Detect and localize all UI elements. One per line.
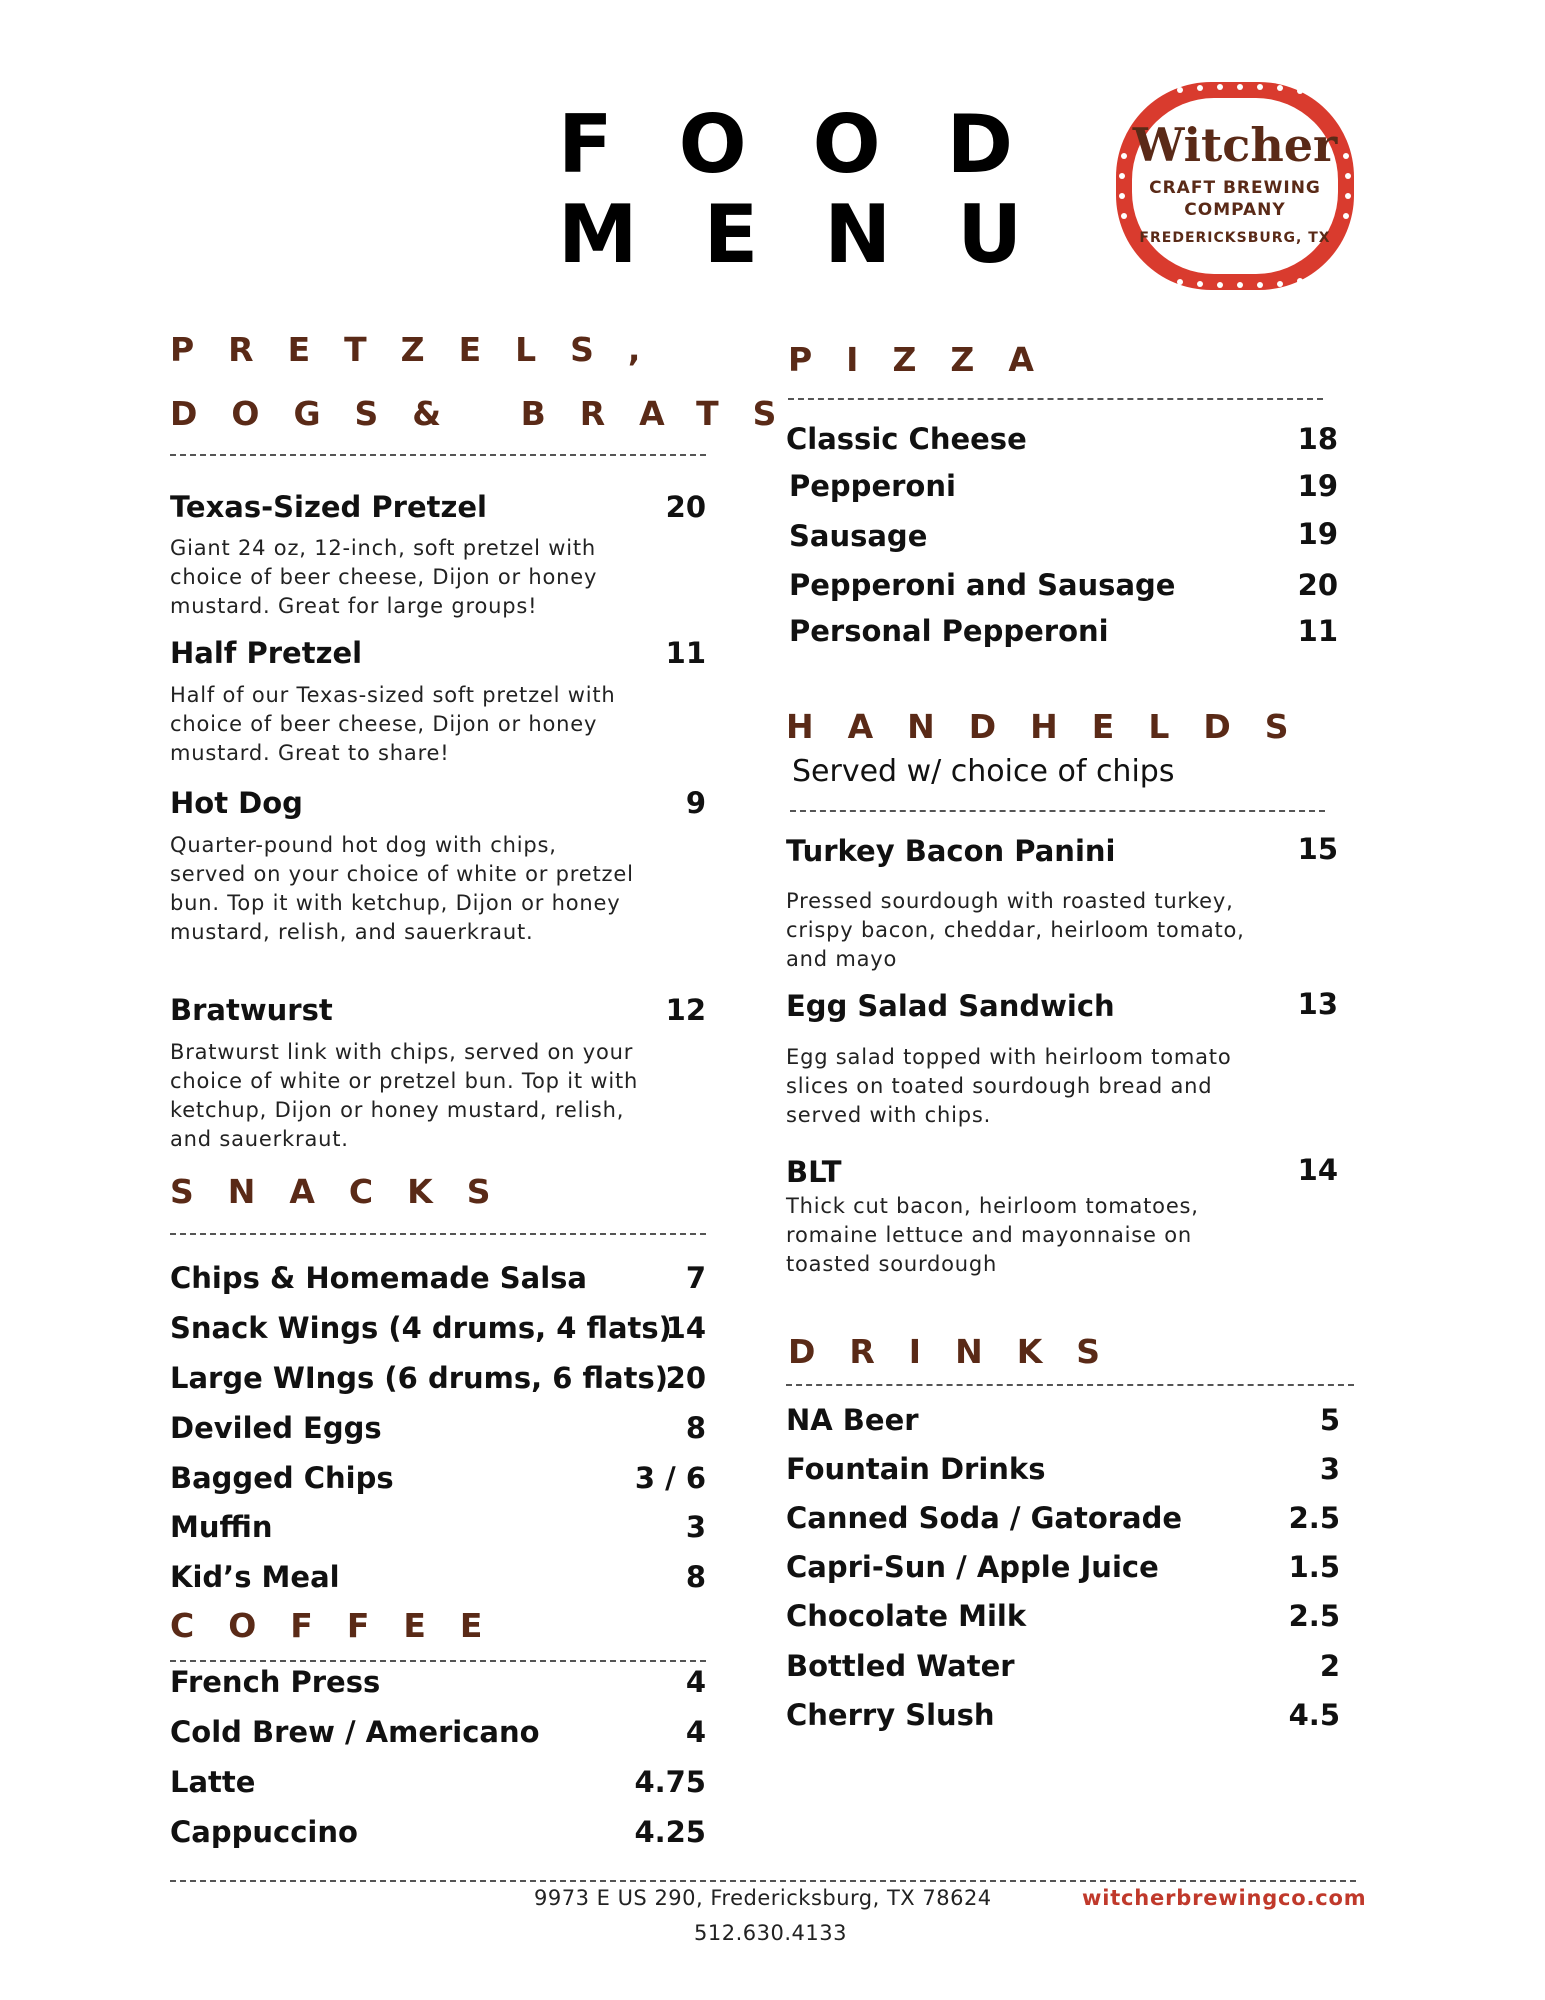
menu-item-price: 4.5	[1288, 1698, 1340, 1732]
menu-item-name: Sausage	[789, 519, 928, 553]
footer-website-link[interactable]: witcherbrewingco.com	[1082, 1886, 1367, 1910]
menu-item-name: Personal Pepperoni	[789, 614, 1109, 648]
menu-item-price: 12	[665, 993, 706, 1027]
menu-item-price: 2.5	[1288, 1599, 1340, 1633]
menu-item-price: 20	[665, 1361, 706, 1395]
menu-item-price: 9	[685, 786, 706, 820]
section-heading-pretzels: PRETZELS,	[170, 330, 675, 369]
menu-title-line1: FOOD	[558, 98, 1080, 191]
menu-item-description: Thick cut bacon, heirloom tomatoes, romaine lettuce and mayonnaise on toasted sourdough	[786, 1194, 1199, 1276]
menu-item-price: 3 / 6	[634, 1461, 706, 1495]
menu-item-price: 20	[665, 490, 706, 524]
section-divider	[170, 1233, 706, 1235]
footer-address: 9973 E US 290, Fredericksburg, TX 78624	[534, 1886, 992, 1910]
menu-item-name: Cherry Slush	[786, 1698, 995, 1732]
menu-item-description: Half of our Texas-sized soft pretzel with choice of beer cheese, Dijon or honey mustard. Great to share!	[170, 683, 616, 765]
menu-item-price: 3	[1319, 1452, 1340, 1486]
menu-item-price: 4	[685, 1715, 706, 1749]
menu-item-name: Cold Brew / Americano	[170, 1715, 540, 1749]
menu-item-name: Egg Salad Sandwich	[786, 989, 1115, 1023]
menu-item-name: NA Beer	[786, 1403, 919, 1437]
menu-item-description: Egg salad topped with heirloom tomato slices on toated sourdough bread and served with chips.	[786, 1045, 1232, 1127]
menu-item-price: 19	[1297, 469, 1338, 503]
menu-title-line2: MENU	[558, 188, 1089, 281]
menu-item-price: 3	[685, 1510, 706, 1544]
menu-item-price: 20	[1297, 568, 1338, 602]
menu-item-name: Bratwurst	[170, 993, 333, 1027]
menu-item-name: Turkey Bacon Panini	[786, 834, 1116, 868]
menu-item-description: Quarter-pound hot dog with chips, served on your choice of white or pretzel bun. Top it with ketchup, Dijon or honey mustard, relish, and sauerkraut.	[170, 833, 634, 944]
menu-item-price: 7	[685, 1261, 706, 1295]
section-heading-handhelds: HANDHELDS	[786, 707, 1323, 746]
menu-item-name: Texas-Sized Pretzel	[170, 490, 487, 524]
section-divider	[170, 454, 706, 456]
section-divider	[790, 810, 1325, 812]
menu-item-description: Giant 24 oz, 12-inch, soft pretzel with choice of beer cheese, Dijon or honey mustard. Great for large groups!	[170, 536, 598, 618]
menu-item-name: Muffin	[170, 1510, 273, 1544]
menu-item-price: 4	[685, 1665, 706, 1699]
menu-item-price: 5	[1319, 1403, 1340, 1437]
menu-item-price: 2	[1319, 1649, 1340, 1683]
section-heading-snacks: SNACKS	[170, 1172, 525, 1211]
menu-item-name: Classic Cheese	[786, 422, 1027, 456]
menu-item-name: Half Pretzel	[170, 636, 363, 670]
menu-item-name: Snack Wings (4 drums, 4 flats)	[170, 1311, 672, 1345]
menu-item-price: 14	[665, 1311, 706, 1345]
menu-item-price: 8	[685, 1411, 706, 1445]
menu-item-name: Canned Soda / Gatorade	[786, 1501, 1183, 1535]
menu-item-price: 13	[1297, 987, 1338, 1021]
menu-item-name: Fountain Drinks	[786, 1452, 1046, 1486]
menu-item-name: Large WIngs (6 drums, 6 flats)	[170, 1361, 668, 1395]
menu-item-name: Cappuccino	[170, 1815, 358, 1849]
menu-item-price: 2.5	[1288, 1501, 1340, 1535]
menu-item-name: Chips & Homemade Salsa	[170, 1261, 587, 1295]
section-divider	[788, 398, 1323, 400]
menu-item-description: Bratwurst link with chips, served on your choice of white or pretzel bun. Top it with ketchup, Dijon or honey mustard, relish, and sauerkraut.	[170, 1040, 639, 1151]
witcher-logo	[1110, 76, 1360, 296]
section-heading-dogs-brats: DOGS& BRATS	[170, 394, 811, 433]
section-heading-coffee: COFFEE	[170, 1606, 517, 1645]
menu-item-price: 19	[1297, 517, 1338, 551]
section-divider	[170, 1660, 706, 1662]
logo-location: FREDERICKSBURG, TX	[1139, 230, 1331, 246]
menu-item-name: Bagged Chips	[170, 1461, 394, 1495]
menu-item-price: 15	[1297, 832, 1338, 866]
menu-item-price: 18	[1297, 422, 1338, 456]
menu-item-price: 11	[1297, 614, 1338, 648]
menu-item-name: BLT	[786, 1155, 842, 1189]
menu-item-price: 8	[685, 1560, 706, 1594]
footer-phone: 512.630.4133	[694, 1921, 847, 1945]
menu-item-description: Pressed sourdough with roasted turkey, crispy bacon, cheddar, heirloom tomato, and mayo	[786, 889, 1245, 971]
menu-item-name: Hot Dog	[170, 786, 303, 820]
logo-line2: COMPANY	[1184, 200, 1286, 220]
logo-line1: CRAFT BREWING	[1149, 178, 1321, 198]
menu-item-price: 4.25	[634, 1815, 706, 1849]
menu-item-price: 4.75	[634, 1765, 706, 1799]
menu-item-price: 1.5	[1288, 1550, 1340, 1584]
menu-item-name: Latte	[170, 1765, 256, 1799]
menu-item-name: Bottled Water	[786, 1649, 1015, 1683]
menu-item-name: French Press	[170, 1665, 381, 1699]
section-heading-drinks: DRINKS	[788, 1332, 1135, 1371]
menu-item-name: Deviled Eggs	[170, 1411, 382, 1445]
menu-item-name: Capri-Sun / Apple Juice	[786, 1550, 1159, 1584]
menu-item-name: Pepperoni and Sausage	[789, 568, 1176, 602]
section-heading-pizza: PIZZA	[788, 340, 1068, 379]
logo-wordmark: Witcher	[1132, 118, 1338, 172]
menu-item-price: 11	[665, 636, 706, 670]
section-divider	[786, 1384, 1354, 1386]
menu-item-name: Pepperoni	[789, 469, 956, 503]
menu-item-name: Kid’s Meal	[170, 1560, 340, 1594]
footer-divider	[170, 1880, 1356, 1882]
section-subtitle: Served w/ choice of chips	[792, 754, 1175, 789]
menu-item-name: Chocolate Milk	[786, 1599, 1027, 1633]
menu-item-price: 14	[1297, 1153, 1338, 1187]
